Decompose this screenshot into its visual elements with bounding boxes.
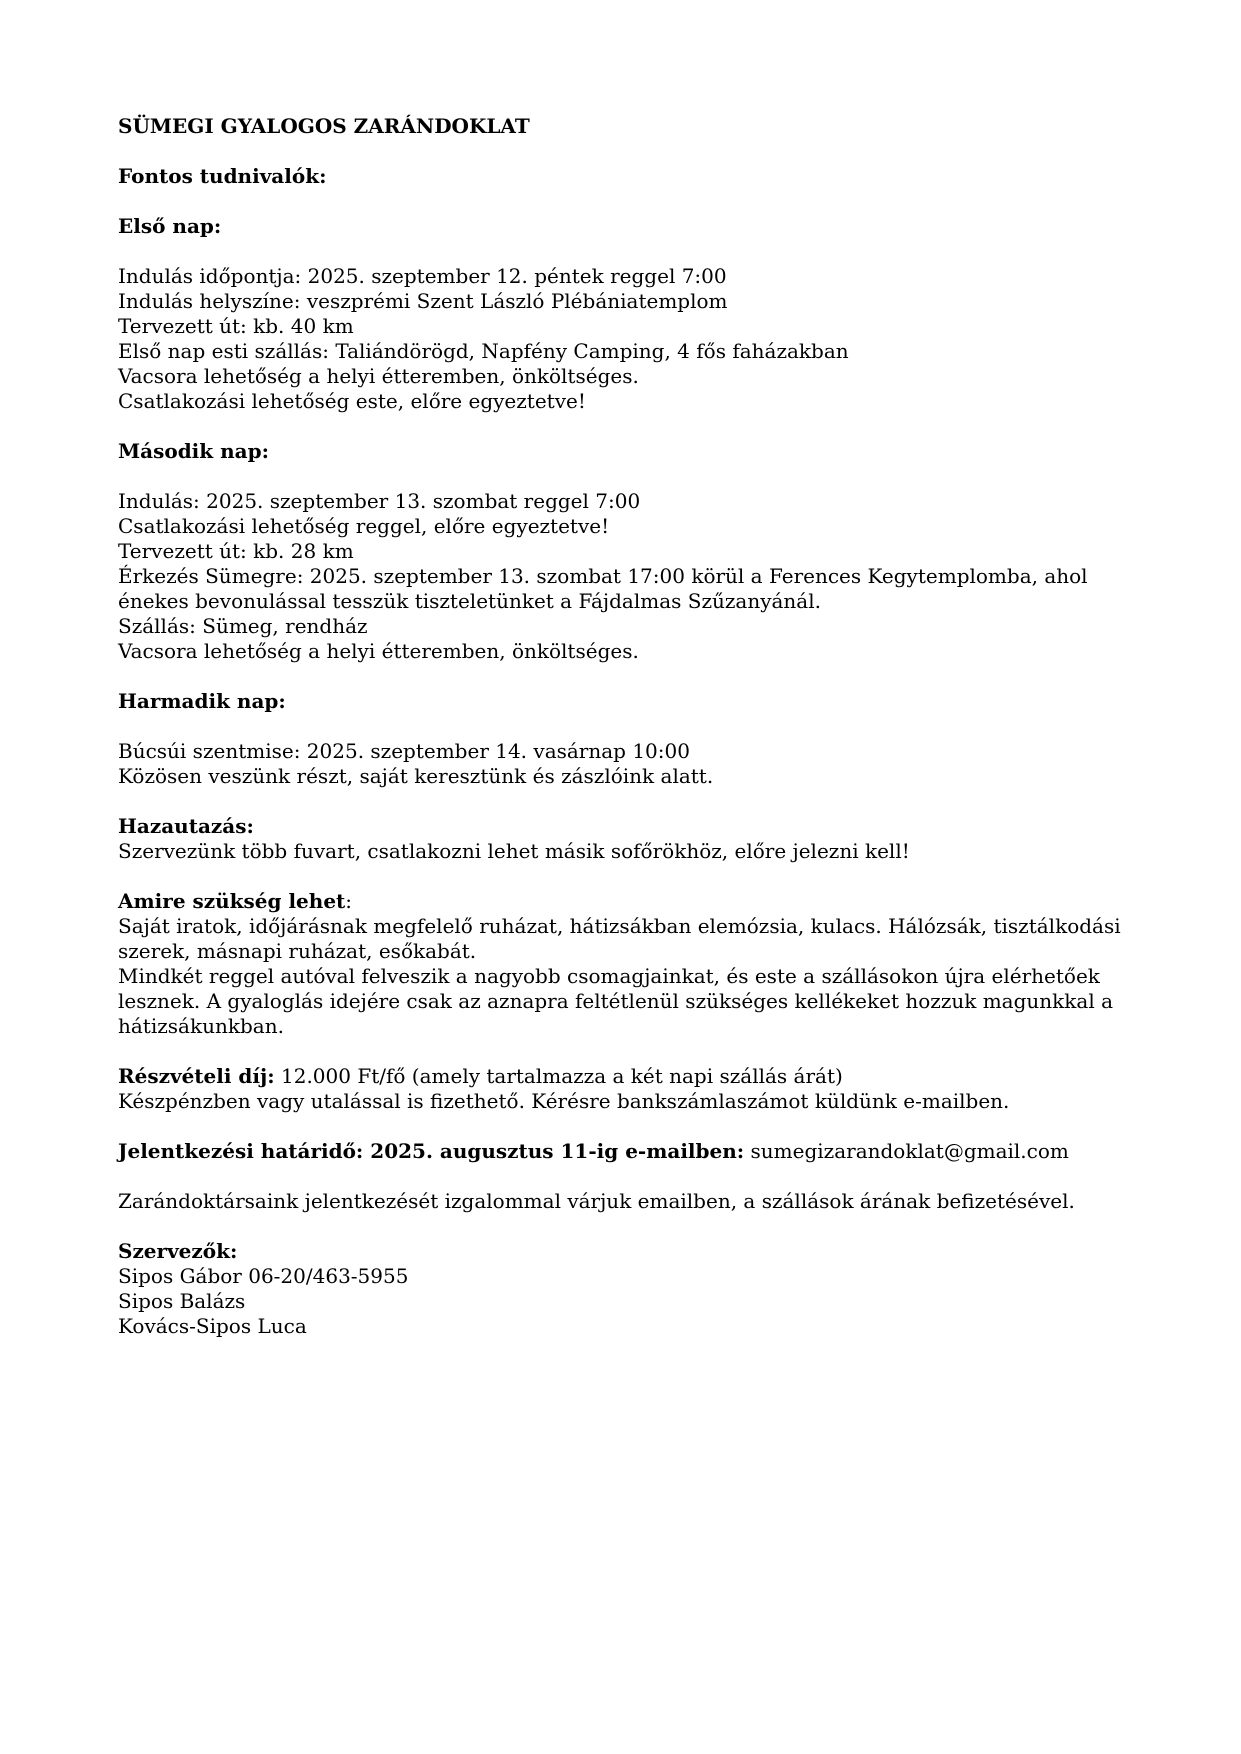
day1-line: Indulás időpontja: 2025. szeptember 12. péntek reggel 7:00: [118, 264, 727, 288]
organizer-name: Sipos Gábor 06-20/463-5955: [118, 1264, 409, 1288]
day2-line: Érkezés Sümegre: 2025. szeptember 13. szombat 17:00 körül a Ferences Kegytemplomba, ahol énekes bevonulással tesszük tiszteletünket a Fájdalmas Szűzanyánál.: [118, 564, 1088, 613]
day2-section: [118, 439, 1138, 664]
day1-heading: Első nap:: [118, 214, 222, 238]
day1-line: Csatlakozási lehetőség este, előre egyeztetve!: [118, 389, 586, 413]
deadline-section: [118, 1139, 1138, 1164]
fee-section: [118, 1064, 1138, 1114]
contact-email: sumegizarandoklat@gmail.com: [744, 1139, 1069, 1163]
needs-colon: :: [345, 889, 353, 913]
document-title: SÜMEGI GYALOGOS ZARÁNDOKLAT: [118, 114, 530, 138]
travel-home-heading: Hazautazás:: [118, 814, 254, 838]
day2-line: Szállás: Sümeg, rendház: [118, 614, 368, 638]
organizers-heading: Szervezők:: [118, 1239, 238, 1263]
day1-line: Vacsora lehetőség a helyi étteremben, önköltséges.: [118, 364, 639, 388]
important-heading: Fontos tudnivalók:: [118, 164, 327, 188]
day3-heading: Harmadik nap:: [118, 689, 286, 713]
day3-line: Közösen veszünk részt, saját keresztünk és zászlóink alatt.: [118, 764, 714, 788]
day2-line: Tervezett út: kb. 28 km: [118, 539, 354, 563]
needs-heading: Amire szükség lehet: [118, 889, 346, 913]
needs-paragraph: Mindkét reggel autóval felveszik a nagyobb csomagjainkat, és este a szállásokon újra elérhetőek lesznek. A gyaloglás idejére csak az aznapra feltétlenül szükséges kellékeket hozzuk magunkkal a hátizsákunkban.: [118, 964, 1113, 1038]
day3-line: Búcsúi szentmise: 2025. szeptember 14. vasárnap 10:00: [118, 739, 690, 763]
day1-section: [118, 214, 1138, 414]
day1-line: Indulás helyszíne: veszprémi Szent László Plébániatemplom: [118, 289, 728, 313]
day2-line: Vacsora lehetőség a helyi étteremben, önköltséges.: [118, 639, 639, 663]
day2-heading: Második nap:: [118, 439, 269, 463]
travel-home-text: Szervezünk több fuvart, csatlakozni lehet másik sofőrökhöz, előre jelezni kell!: [118, 839, 910, 863]
organizers-section: [118, 1239, 1138, 1339]
closing-text: Zarándoktársaink jelentkezését izgalommal várjuk emailben, a szállások árának befizetésével.: [118, 1189, 1075, 1213]
day1-line: Első nap esti szállás: Taliándörögd, Napfény Camping, 4 fős faházakban: [118, 339, 849, 363]
day3-section: [118, 689, 1138, 789]
day2-line: Indulás: 2025. szeptember 13. szombat reggel 7:00: [118, 489, 641, 513]
fee-value: 12.000 Ft/fő (amely tartalmazza a két napi szállás árát): [274, 1064, 843, 1088]
organizer-name: Sipos Balázs: [118, 1289, 246, 1313]
needs-section: [118, 889, 1138, 1039]
day1-line: Tervezett út: kb. 40 km: [118, 314, 354, 338]
needs-paragraph: Saját iratok, időjárásnak megfelelő ruházat, hátizsákban elemózsia, kulacs. Hálózsák, tisztálkodási szerek, másnapi ruházat, esőkabát.: [118, 914, 1121, 963]
day2-line: Csatlakozási lehetőség reggel, előre egyeztetve!: [118, 514, 610, 538]
deadline-label: Jelentkezési határidő: 2025. augusztus 11-ig e-mailben:: [118, 1139, 745, 1163]
travel-home-section: [118, 814, 1138, 864]
fee-label: Részvételi díj:: [118, 1064, 275, 1088]
document-page: [118, 114, 1138, 1339]
fee-note: Készpénzben vagy utalással is fizethető. Kérésre bankszámlaszámot küldünk e-mailben.: [118, 1089, 1010, 1113]
organizer-name: Kovács-Sipos Luca: [118, 1314, 307, 1338]
